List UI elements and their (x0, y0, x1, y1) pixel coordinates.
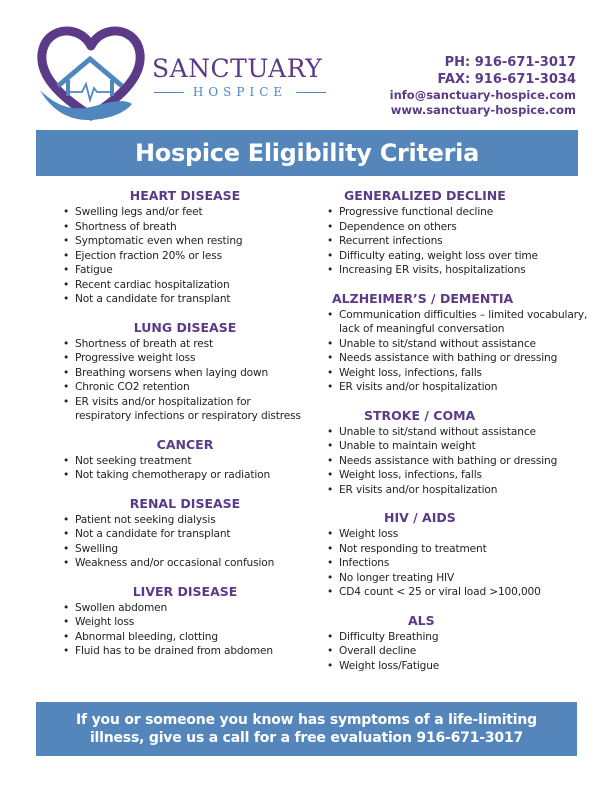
section-als (324, 613, 594, 674)
section-hiv-aids (324, 510, 594, 600)
criteria-item: • Overall decline (324, 644, 594, 659)
page-title: Hospice Eligibility Criteria (135, 139, 479, 167)
criteria-item: • Difficulty Breathing (324, 630, 594, 645)
right-column (324, 188, 594, 686)
section-heading: ALZHEIMER’S / DEMENTIA (332, 290, 514, 306)
criteria-item: • Patient not seeking dialysis (60, 513, 310, 528)
section-heart-disease (60, 188, 310, 307)
criteria-item: • CD4 count < 25 or viral load >100,000 (324, 585, 594, 600)
criteria-item: • Swollen abdomen (60, 601, 310, 616)
criteria-item: • Progressive weight loss (60, 351, 310, 366)
criteria-item: • Dependence on others (324, 220, 594, 235)
criteria-item: • Progressive functional decline (324, 205, 594, 220)
brand-name: SANCTUARY (152, 54, 323, 83)
criteria-item: • Weight loss, infections, falls (324, 366, 594, 381)
criteria-item: • ER visits and/or hospitalization for respiratory infections or respiratory distress (60, 395, 310, 424)
criteria-item: • Needs assistance with bathing or dressing (324, 351, 594, 366)
section-heading: HIV / AIDS (384, 510, 456, 525)
criteria-list (60, 513, 310, 571)
section-cancer (60, 437, 310, 483)
fax-number: FAX: 916-671-3034 (437, 72, 576, 87)
criteria-item: • Unable to maintain weight (324, 439, 594, 454)
criteria-item: • Recent cardiac hospitalization (60, 278, 310, 293)
section-heading: LIVER DISEASE (132, 583, 238, 599)
section-heading: LUNG DISEASE (133, 319, 237, 335)
criteria-list (324, 527, 594, 600)
criteria-list (324, 425, 594, 498)
criteria-item: • Needs assistance with bathing or dressing (324, 454, 594, 469)
criteria-item: • Unable to sit/stand without assistance (324, 337, 594, 352)
criteria-item: • Breathing worsens when laying down (60, 366, 310, 381)
heart-house-hand-logo-icon (36, 24, 146, 124)
section-alzheimer-s-dementia (324, 291, 594, 395)
criteria-list (60, 337, 310, 424)
divider-left (154, 92, 184, 93)
contact-info (390, 54, 576, 118)
criteria-item: • ER visits and/or hospitalization (324, 483, 594, 498)
criteria-item: • Chronic CO2 retention (60, 380, 310, 395)
section-heading: HEART DISEASE (129, 188, 241, 203)
section-heading: GENERALIZED DECLINE (344, 188, 506, 203)
section-heading: ALS (408, 612, 435, 628)
criteria-item: • Weakness and/or occasional confusion (60, 556, 310, 571)
criteria-item: • Not a candidate for transplant (60, 292, 310, 307)
criteria-item: • Weight loss (324, 527, 594, 542)
criteria-item: • Not taking chemotherapy or radiation (60, 468, 310, 483)
criteria-list (60, 205, 310, 307)
footer-line-1: If you or someone you know has symptoms of a life-limiting (76, 712, 537, 728)
sanctuary-hospice-logo (36, 24, 336, 124)
brand-subtitle-text: HOSPICE (192, 85, 288, 99)
title-banner (36, 130, 578, 176)
criteria-item: • Fatigue (60, 263, 310, 278)
criteria-item: • Not a candidate for transplant (60, 527, 310, 542)
criteria-list (60, 454, 310, 483)
criteria-list (324, 205, 594, 278)
website-link[interactable]: www.sanctuary-hospice.com (390, 103, 576, 117)
criteria-item: • Ejection fraction 20% or less (60, 249, 310, 264)
brand-subtitle (154, 86, 326, 98)
criteria-item: • Abnormal bleeding, clotting (60, 630, 310, 645)
criteria-item: • Infections (324, 556, 594, 571)
criteria-item: • Not responding to treatment (324, 542, 594, 557)
criteria-item: • Swelling legs and/or feet (60, 205, 310, 220)
criteria-list (324, 630, 594, 674)
criteria-item: • Swelling (60, 542, 310, 557)
criteria-item: • Fluid has to be drained from abdomen (60, 644, 310, 659)
criteria-item: • Communication difficulties – limited vocabulary, lack of meaningful conversation (324, 308, 594, 337)
divider-right (296, 92, 326, 93)
criteria-item: • Shortness of breath at rest (60, 337, 310, 352)
criteria-item: • No longer treating HIV (324, 571, 594, 586)
criteria-item: • Increasing ER visits, hospitalizations (324, 263, 594, 278)
criteria-item: • Unable to sit/stand without assistance (324, 425, 594, 440)
section-liver-disease (60, 584, 310, 659)
criteria-item: • Not seeking treatment (60, 454, 310, 469)
left-column (60, 188, 310, 672)
criteria-item: • Symptomatic even when resting (60, 234, 310, 249)
email-link[interactable]: info@sanctuary-hospice.com (389, 88, 576, 102)
section-generalized-decline (324, 188, 594, 278)
criteria-item: • Weight loss (60, 615, 310, 630)
section-stroke-coma (324, 408, 594, 498)
criteria-item: • Recurrent infections (324, 234, 594, 249)
footer-line-2: illness, give us a call for a free evaluation 916-671-3017 (89, 730, 524, 746)
criteria-item: • Weight loss/Fatigue (324, 659, 594, 674)
section-heading: STROKE / COMA (364, 407, 476, 423)
phone-number[interactable]: PH: 916-671-3017 (444, 55, 576, 70)
criteria-item: • Shortness of breath (60, 220, 310, 235)
criteria-list (60, 601, 310, 659)
section-heading: RENAL DISEASE (129, 495, 241, 511)
criteria-item: • Weight loss, infections, falls (324, 468, 594, 483)
section-heading: CANCER (156, 436, 214, 452)
criteria-item: • Difficulty eating, weight loss over time (324, 249, 594, 264)
criteria-list (324, 308, 594, 395)
footer-banner (36, 702, 577, 756)
criteria-item: • ER visits and/or hospitalization (324, 380, 594, 395)
section-renal-disease (60, 496, 310, 571)
section-lung-disease (60, 320, 310, 424)
